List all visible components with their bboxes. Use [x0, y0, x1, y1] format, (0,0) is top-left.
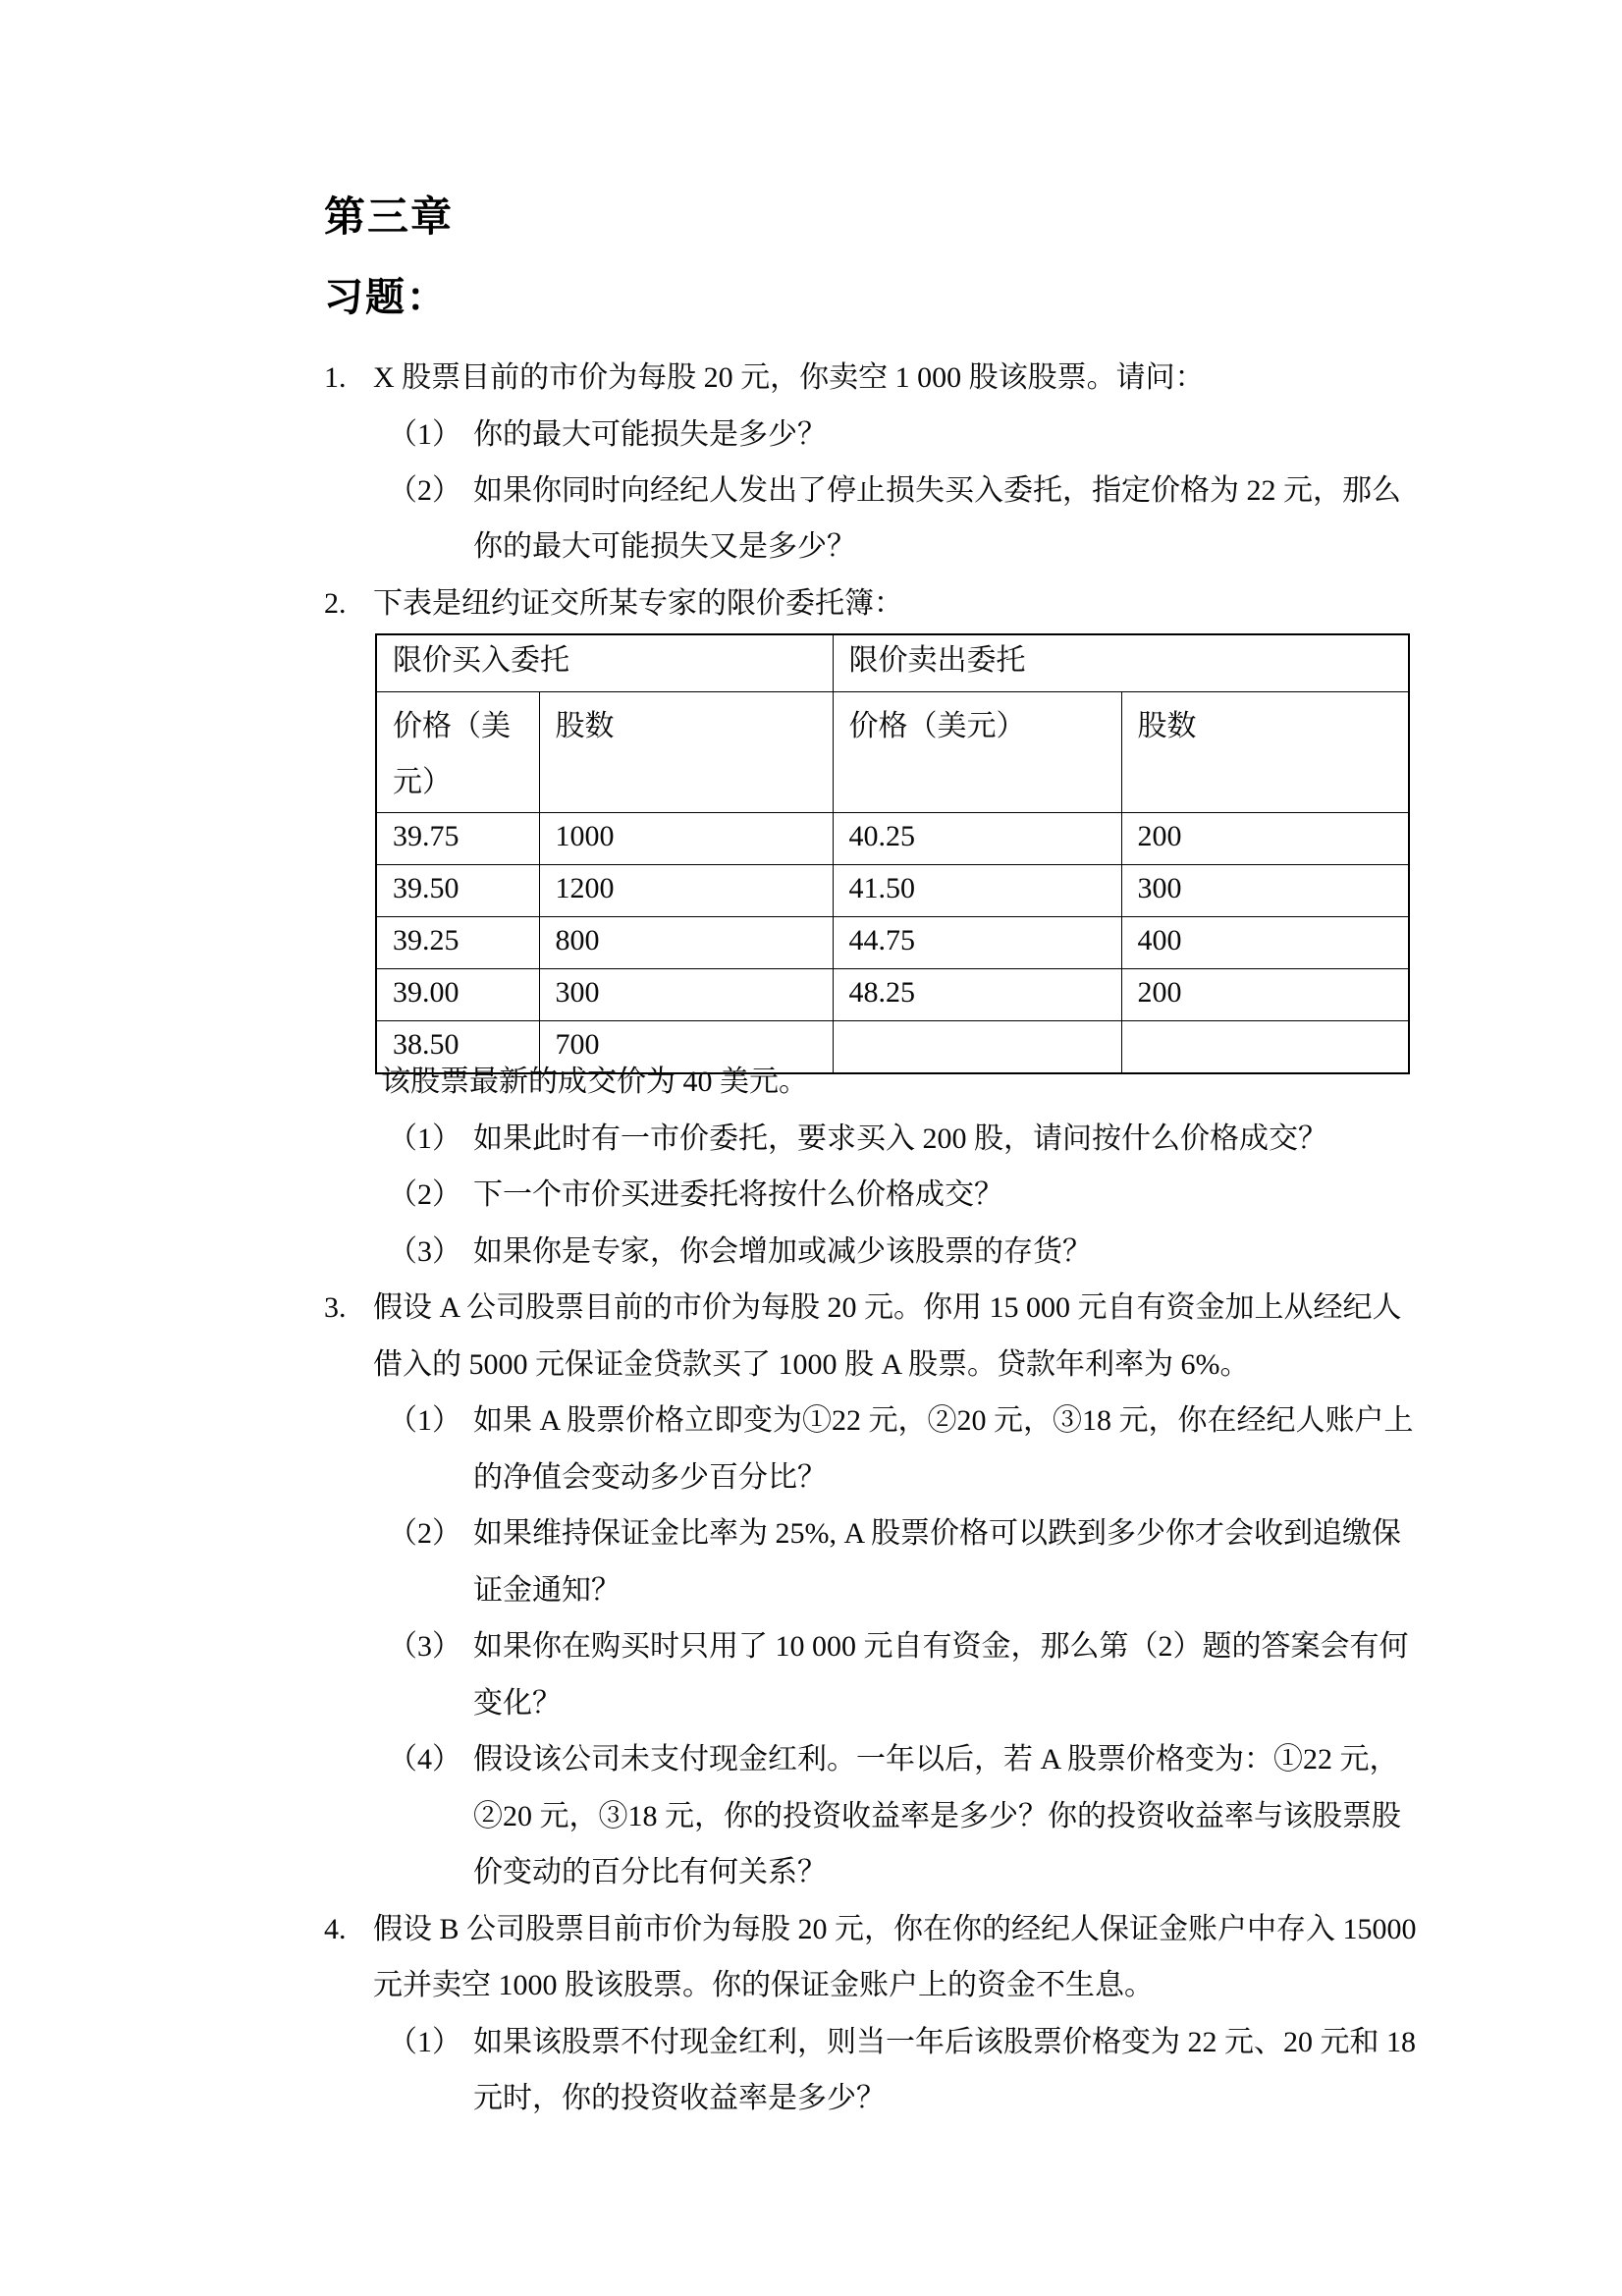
table-row	[376, 813, 1409, 865]
question-3-item-3-marker: （3）	[388, 1630, 461, 1663]
table-cell: 800	[539, 917, 833, 969]
question-3-item-2-text: 如果维持保证金比率为 25%, A 股票价格可以跌到多少你才会收到追缴保	[473, 1517, 1401, 1550]
question-2-item-2-marker: （2）	[388, 1178, 461, 1211]
question-2-item-2-text: 下一个市价买进委托将按什么价格成交？	[473, 1178, 1003, 1211]
table-row	[376, 969, 1409, 1021]
question-3-text-cont: 借入的 5000 元保证金贷款买了 1000 股 A 股票。贷款年利率为 6%。	[373, 1348, 1250, 1381]
table-cell: 38.50	[376, 1021, 539, 1074]
table-cell: 400	[1121, 917, 1409, 969]
question-2-marker: 2.	[324, 587, 347, 620]
question-3-item-4-text: 假设该公司未支付现金红利。一年以后，若 A 股票价格变为：①22 元，	[473, 1743, 1399, 1776]
section-title: 习题：	[324, 276, 448, 319]
question-3-item-3-text-cont: 变化？	[473, 1687, 562, 1720]
table-cell	[833, 1021, 1121, 1074]
table-row	[376, 917, 1409, 969]
question-4-item-1-text-cont: 元时，你的投资收益率是多少？	[473, 2082, 886, 2114]
table-group-header-sell: 限价卖出委托	[833, 634, 1409, 692]
question-3-item-4-text-cont1: ②20 元，③18 元，你的投资收益率是多少？你的投资收益率与该股票股	[473, 1800, 1401, 1832]
table-col-header-sell-shares: 股数	[1121, 692, 1409, 813]
question-3-marker: 3.	[324, 1291, 347, 1324]
question-3-text: 假设 A 公司股票目前的市价为每股 20 元。你用 15 000 元自有资金加上从经纪人	[373, 1291, 1402, 1324]
table-cell: 39.25	[376, 917, 539, 969]
question-2-item-3-marker: （3）	[388, 1235, 461, 1268]
table-cell: 1000	[539, 813, 833, 865]
question-1-item-2-text: 如果你同时向经纪人发出了停止损失买入委托，指定价格为 22 元，那么	[473, 474, 1401, 507]
question-1-marker: 1.	[324, 361, 347, 394]
table-cell: 200	[1121, 969, 1409, 1021]
table-cell	[1121, 1021, 1409, 1074]
question-4-text: 假设 B 公司股票目前市价为每股 20 元，你在你的经纪人保证金账户中存入 15000	[373, 1913, 1417, 1945]
question-3-item-3-text: 如果你在购买时只用了 10 000 元自有资金，那么第（2）题的答案会有何	[473, 1630, 1409, 1663]
table-cell: 39.00	[376, 969, 539, 1021]
table-cell: 48.25	[833, 969, 1121, 1021]
question-1-item-1-text: 你的最大可能损失是多少？	[473, 418, 827, 451]
question-3-item-4-text-cont2: 价变动的百分比有何关系？	[473, 1856, 827, 1888]
table-cell: 1200	[539, 865, 833, 917]
table-cell: 300	[1121, 865, 1409, 917]
table-cell: 44.75	[833, 917, 1121, 969]
table-cell: 200	[1121, 813, 1409, 865]
question-4-marker: 4.	[324, 1913, 347, 1945]
question-1-text: X 股票目前的市价为每股 20 元，你卖空 1 000 股该股票。请问：	[373, 361, 1205, 394]
question-3-item-2-marker: （2）	[388, 1517, 461, 1550]
question-2-note: 该股票最新的成交价为 40 美元。	[381, 1066, 808, 1098]
question-2-item-1-text: 如果此时有一市价委托，要求买入 200 股，请问按什么价格成交？	[473, 1122, 1327, 1155]
table-cell: 41.50	[833, 865, 1121, 917]
question-3-item-1-marker: （1）	[388, 1404, 461, 1437]
table-cell: 700	[539, 1021, 833, 1074]
question-1-item-1-marker: （1）	[388, 418, 461, 451]
question-2-item-3-text: 如果你是专家，你会增加或减少该股票的存货？	[473, 1235, 1092, 1268]
table-cell: 300	[539, 969, 833, 1021]
table-cell: 39.75	[376, 813, 539, 865]
question-2-text: 下表是纽约证交所某专家的限价委托簿：	[373, 587, 903, 620]
question-4-text-cont: 元并卖空 1000 股该股票。你的保证金账户上的资金不生息。	[373, 1969, 1154, 2001]
limit-order-book-table	[375, 633, 1410, 1074]
table-row	[376, 865, 1409, 917]
table-cell: 40.25	[833, 813, 1121, 865]
table-col-header-sell-price: 价格（美元）	[833, 692, 1121, 813]
question-1-item-2-text-cont: 你的最大可能损失又是多少？	[473, 530, 856, 563]
question-4-item-1-marker: （1）	[388, 2026, 461, 2058]
table-group-header-buy: 限价买入委托	[376, 634, 833, 692]
question-1-item-2-marker: （2）	[388, 474, 461, 507]
question-3-item-2-text-cont: 证金通知？	[473, 1574, 621, 1607]
question-3-item-1-text: 如果 A 股票价格立即变为①22 元，②20 元，③18 元，你在经纪人账户上	[473, 1404, 1414, 1437]
table-cell: 39.50	[376, 865, 539, 917]
question-2-item-1-marker: （1）	[388, 1122, 461, 1155]
question-3-item-1-text-cont: 的净值会变动多少百分比？	[473, 1461, 827, 1494]
table-col-header-buy-price: 价格（美元）	[376, 692, 539, 813]
chapter-title: 第三章	[324, 193, 455, 240]
question-3-item-4-marker: （4）	[388, 1743, 461, 1776]
question-4-item-1-text: 如果该股票不付现金红利，则当一年后该股票价格变为 22 元、20 元和 18	[473, 2026, 1416, 2058]
table-col-header-buy-shares: 股数	[539, 692, 833, 813]
